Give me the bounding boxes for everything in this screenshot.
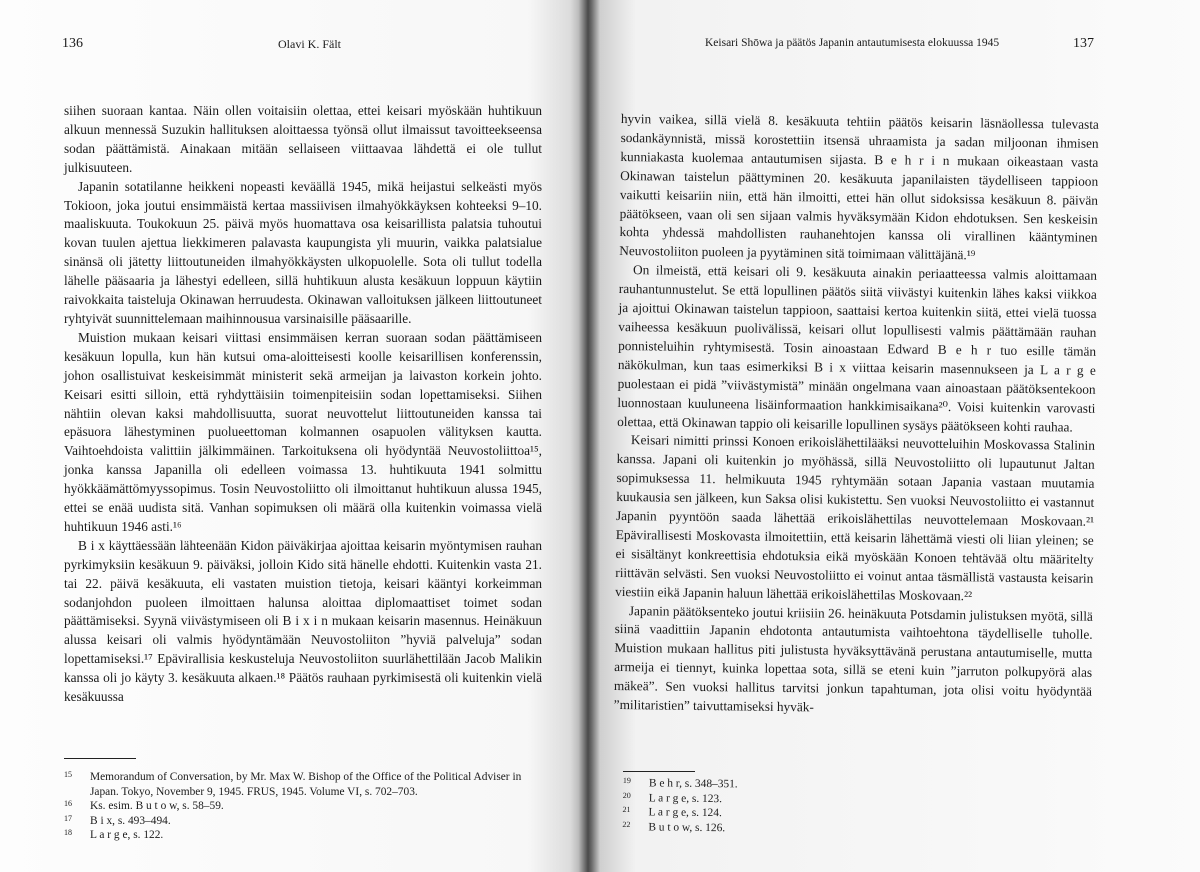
footnote: [64, 828, 534, 843]
paragraph: Japanin sotatilanne heikkeni nopeasti keväällä 1945, mikä heijastui selkeästi myös Tokioon, joka joutui ensimmäistä kertaa massiivisen ilmahyökkäyksen kohteeksi 9–10. maaliskuuta. Toukokuun 25. päivä myös huomattava osa keisarillista palatsia tuhoutui kovan tuulen ajettua liekkimeren palavasta kaupungista yli muurin, vaikka palatsialue sinänsä oli jätetty liittoutuneiden ilmahyökkäysten ulkopuolelle. Sota oli tullut todella lähelle pääsaaria ja lähestyi edelleen, sillä huhtikuun alusta kesäkuun loppuun käytiin raivokkaita taisteluja Okinawan herruudesta. Okinawan valloituksen jälkeen liittoutuneet ryhtyivät suunnittelemaan maihinnousua varsinaisille pääsaarille.: [64, 178, 542, 326]
running-head: Olavi K. Fält: [278, 37, 341, 51]
footnote-mark: 15: [64, 770, 72, 779]
paragraph: B i x käyttäessään lähteenään Kidon päiväkirjaa ajoittaa keisarin myöntymisen rauhan pyrkimyksiin kesäkuun 9. päiväksi, jolloin Kido sitä hänelle ehdotti. Kuitenkin vasta 21. tai 22. päivä kesäkuuta, eli vastaten muistion tietoja, keisari kääntyi korkeimman sodanjohdon puoleen ilmoittaen halunsa aloittaa diplomaattiset toimet sodan päättämiseksi. Syynä viivästymiseen oli B i x i n mukaan keisarin masennus. Heinäkuun alussa keisari oli valmis hyödyntämään Neuvostoliiton ”hyviä palveluja” sodan lopettamiseksi.¹⁷ Epävirallisia keskusteluja Neuvostoliiton suurlähettilään Jacob Malikin kanssa oli jo käyty 3. kesäkuuta alkaen.¹⁸ Päätös rauhaan pyrkimisestä oli kuitenkin vielä kesäkuussa: [64, 537, 542, 705]
footnote-text: L a r g e, s. 123.: [648, 791, 723, 805]
footnote-text: B i x, s. 493–494.: [90, 814, 171, 827]
footnote-mark: 17: [64, 813, 72, 823]
footnote-text: L a r g e, s. 124.: [648, 806, 722, 820]
paragraph: Japanin päätöksenteko joutui kriisiin 26. heinäkuuta Potsdamin julistuksen myötä, sillä siinä vaadittiin Japanin ehdotonta antautumista vaihtoehtona täydelliselle tuholle. Muistion mukaan hallitus piti julistusta hyväksyttävänä perustana antautumiselle, mutta armeija ei tiennyt, kuinka lopettaa sota, sillä se eteni kuin ”jarruton polkupyörä alas mäkeä”. Sen vuoksi hallitus tarvitsi jonkun tapahtuman, jota olisi voitu hyödyntää ”militaristien” taivuttamiseksi hyväk-: [613, 602, 1093, 715]
footnote-mark: 19: [622, 776, 631, 786]
paragraph: Muistion mukaan keisari viittasi ensimmäisen kerran suoraan sodan päättämiseen kesäkuun lopulla, kun hän kutsui oma-aloitteisesti koolle keisarillisen konferenssin, johon osallistuivat keskeisimmät ministerit sekä armeijan ja laivaston korkein johto. Keisari esitti silloin, että ryhdyttäisiin toimenpiteisiin sodan lopettamiseksi. Siihen nähtiin olevan kaksi mahdollisuutta, suorat neuvottelut liittoutuneiden kanssa tai epäsuora lähestyminen puolueettoman kolmannen osapuolen välityksen kautta. Vaihtoehdoista valittiin jälkimmäinen. Tarkoituksena oli hyödyntää Neuvostoliittoa¹⁵, jonka kanssa Japanilla oli edelleen voimassa 13. huhtikuuta 1941 solmittu hyökkäämättömyyssopimus. Tosin Neuvostoliitto oli ilmoittanut huhtikuun alussa 1945, ettei se enää uudista sitä. Vanhan sopimuksen oli määrä olla kuitenkin voimassa vielä huhtikuun 1946 asti.¹⁶: [64, 329, 542, 534]
footnotes: [622, 776, 923, 838]
paragraph: On ilmeistä, että keisari oli 9. kesäkuuta ainakin periaatteessa valmis aloittamaan rauhantunnustelut. Se että lopullinen päätös siitä viivästyi kuitenkin lähes kaksi viikkoa ja ajoittui Okinawan taistelun tappioon, saattaisi kertoa kuitenkin siitä, ettei vielä tuossa vaiheessa kesäkuun puolivälissä, keisari ollut lopullisesti valmis päättämään rauhan ponnisteluihin ryhtymisestä. Tosin ainoastaan Edward B e h r tuo esille tämän näkökulman, kun taas esimerkiksi B i x viittaa keisarin masennukseen ja L a r g e puolestaan ei pidä ”viivästymistä” minään ongelmana vaan ainoastaan päätöksentekoon luonnostaan kuuluneena lisäinformaation hankkimisaikana²⁰. Voisi kuitenkin varovasti olettaa, että Okinawan tappio oli keisarille lopullinen sysäys päätökseen kohti rauhaa.: [617, 262, 1098, 435]
footnote-mark: 20: [622, 790, 631, 800]
footnote: [64, 770, 534, 799]
footnotes: [64, 770, 534, 843]
paragraph: hyvin vaikea, sillä vielä 8. kesäkuuta tehtiin päätös keisarin läsnäollessa tulevasta sodankäynnistä, missä korostettiin itsensä uhraamista ja sadan miljoonan ihmisen kunniakasta kuolemaa antautumisen sijasta. B e h r i n mukaan oikeastaan vasta Okinawan taistelun päättyminen 20. kesäkuuta japanilaisten täydelliseen tappioon vaikutti keisariin niin, että hän ilmoitti, ettei hän ollut sidoksissa kesäkuun 8. päivän päätökseen, vaan oli sen sijaan valmis hyväksymään Kidon ehdotuksen. Sen keskeisin kohta yhdessä mahdollisten rauhanehtojen kanssa oli virallinen kääntyminen Neuvostoliiton puoleen ja pyytäminen sitä toimimaan välittäjänä.¹⁹: [619, 110, 1099, 263]
footnote-mark: 18: [64, 828, 72, 838]
page-number: 137: [1073, 36, 1094, 51]
footnote: [64, 799, 534, 814]
footnote-text: Ks. esim. B u t o w, s. 58–59.: [90, 800, 224, 813]
page-number: 136: [62, 36, 83, 51]
right-page: [595, 0, 1200, 872]
footnote-mark: 16: [64, 799, 72, 809]
footnote: [64, 814, 534, 829]
footnote-text: B u t o w, s. 126.: [648, 821, 726, 835]
footnote: [622, 820, 922, 838]
footnote-mark: 21: [622, 805, 631, 815]
footnote-text: B e h r, s. 348–351.: [648, 777, 738, 791]
paragraph: siihen suoraan kantaa. Näin ollen voitaisiin olettaa, ettei keisari myöskään huhtikuun alkuun mennessä Suzukin hallituksen aloittaessa työnsä ollut ilmaissut tavoitteekseensa sodan päättämistä. Ainakaan mitään sellaiseen viittaavaa lähdettä ei ole tullut julkisuuteen.: [64, 103, 542, 175]
paragraph: Keisari nimitti prinssi Konoen erikoislähettilääksi neuvotteluihin Moskovassa Stalinin kanssa. Japani oli kuitenkin jo myöhässä, sillä Neuvostoliitto oli lupautunut Jaltan sopimuksessa 11. helmikuuta 1945 ryhtymään sotaan Japania vastaan muutamia kuukausia sen jälkeen, kun Saksa olisi kukistettu. Sen vuoksi Neuvostoliitto ei vastannut Japanin pyyntöön saada lähettää erikoislähettilas neuvottelemaan Moskovaan.²¹ Epävirallisesti Moskovasta ilmoitettiin, että keisarin lähettämä viesti oli liian yleinen; se ei sisältänyt konkreettisia ehdotuksia eikä myöskään Konoen tehtävää oltu määritelty riittävän selvästi. Sen vuoksi Neuvostoliitto ei voinut antaa täsmällistä vastausta keisarin viestiin eikä Japanin haluun lähettää erikoislähettilas Moskovaan.²²: [615, 432, 1096, 603]
left-page-body: [64, 102, 542, 707]
left-page: [0, 0, 575, 872]
footnote-rule: [623, 771, 695, 772]
footnote-text: L a r g e, s. 122.: [90, 829, 164, 842]
footnote-mark: 22: [622, 819, 631, 829]
right-page-header: [595, 37, 1200, 57]
right-page-body: [614, 110, 1099, 721]
footnote-text: Memorandum of Conversation, by Mr. Max W. Bishop of the Office of the Political Adviser in Japan. Tokyo, November 9, 1945. FRUS, 1945. Volume VI, s. 702–703.: [90, 771, 522, 798]
left-page-header: [0, 37, 575, 57]
running-head: Keisari Shōwa ja päätös Japanin antautumisesta elokuussa 1945: [705, 37, 1000, 49]
footnote-rule: [64, 758, 136, 759]
